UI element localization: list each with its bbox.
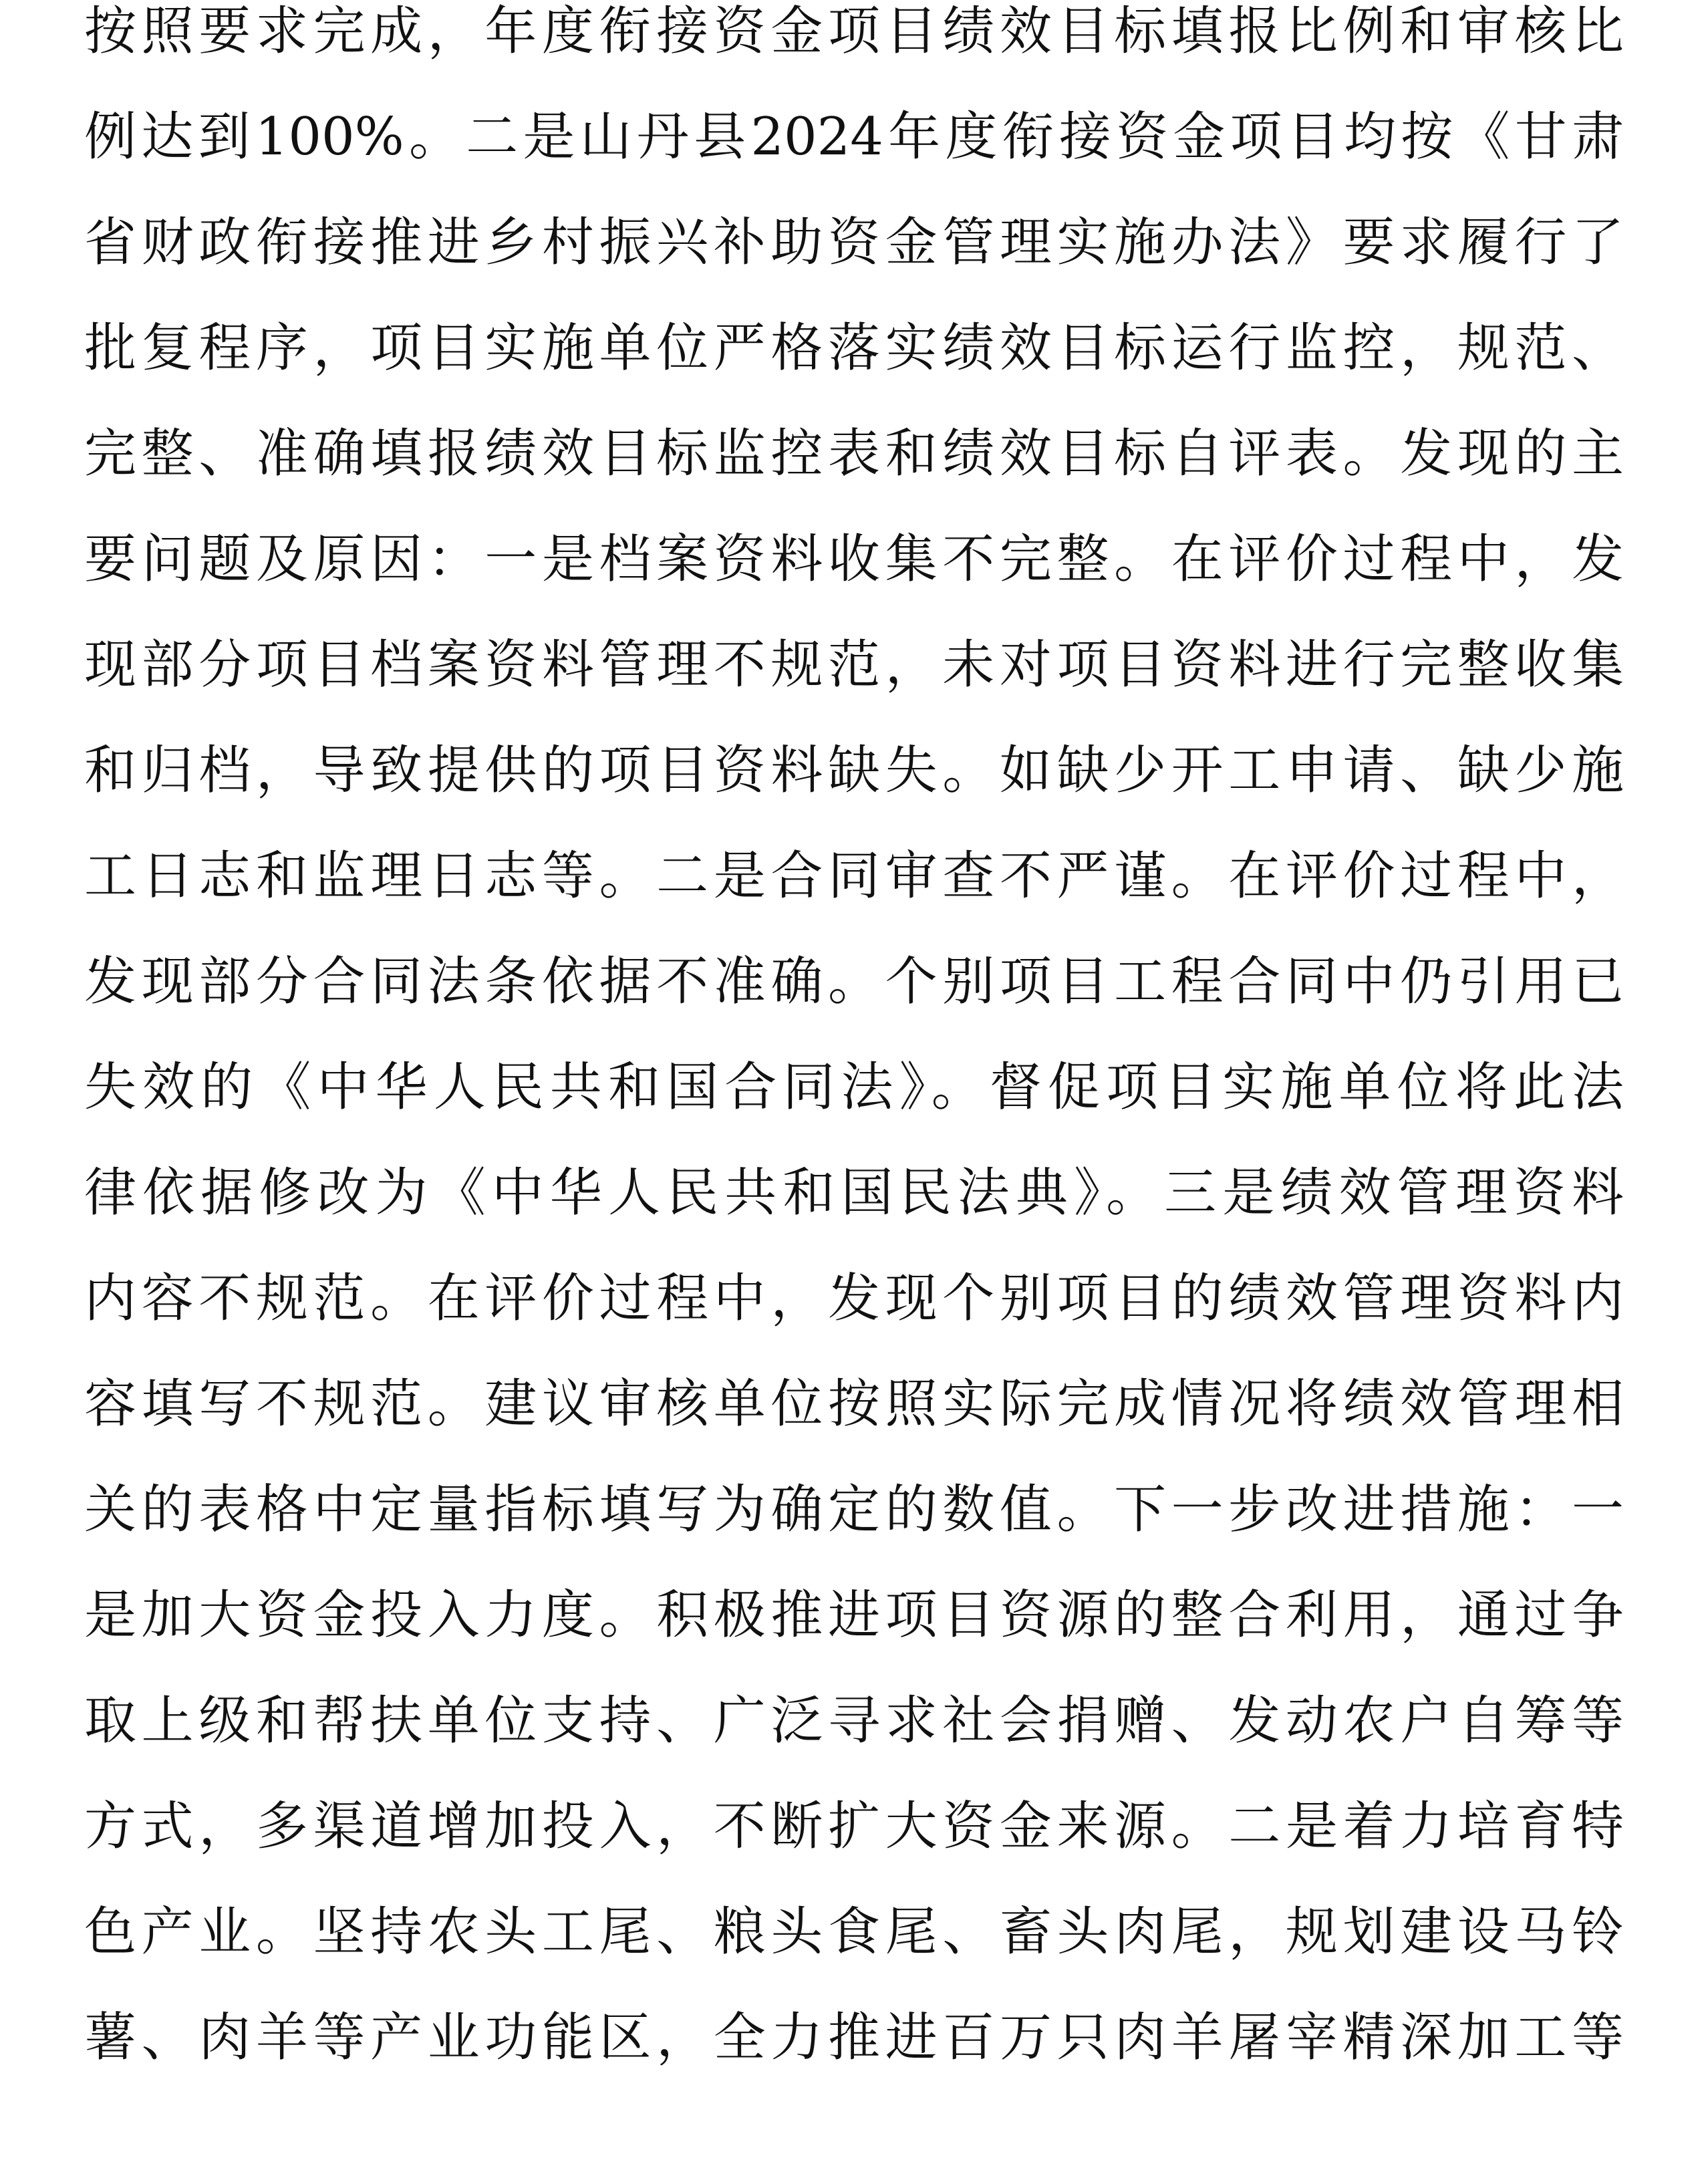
text-line-10: 发现部分合同法条依据不准确。个别项目工程合同中仍引用已 xyxy=(84,952,1624,1012)
text-line-18: 方式，多渠道增加投入，不断扩大资金来源。二是着力培育特 xyxy=(84,1796,1624,1857)
text-line-3: 省财政衔接推进乡村振兴补助资金管理实施办法》要求履行了 xyxy=(84,213,1624,273)
text-line-8: 和归档，导致提供的项目资料缺失。如缺少开工申请、缺少施 xyxy=(84,740,1624,801)
text-line-14: 容填写不规范。建议审核单位按照实际完成情况将绩效管理相 xyxy=(84,1374,1624,1434)
text-line-7: 现部分项目档案资料管理不规范，未对项目资料进行完整收集 xyxy=(84,635,1624,695)
text-line-9: 工日志和监理日志等。二是合同审查不严谨。在评价过程中， xyxy=(84,846,1624,906)
text-line-11: 失效的《中华人民共和国合同法》。督促项目实施单位将此法 xyxy=(84,1057,1624,1117)
text-line-4: 批复程序，项目实施单位严格落实绩效目标运行监控，规范、 xyxy=(84,318,1624,378)
text-line-19: 色产业。坚持农头工尾、粮头食尾、畜头肉尾，规划建设马铃 xyxy=(84,1902,1624,1962)
text-line-15: 关的表格中定量指标填写为确定的数值。下一步改进措施：一 xyxy=(84,1480,1624,1540)
text-line-5: 完整、准确填报绩效目标监控表和绩效目标自评表。发现的主 xyxy=(84,424,1624,484)
text-line-12: 律依据修改为《中华人民共和国民法典》。三是绩效管理资料 xyxy=(84,1163,1624,1223)
text-line-13: 内容不规范。在评价过程中，发现个别项目的绩效管理资料内 xyxy=(84,1268,1624,1329)
text-line-1: 按照要求完成，年度衔接资金项目绩效目标填报比例和审核比 xyxy=(84,1,1624,61)
text-line-20: 薯、肉羊等产业功能区，全力推进百万只肉羊屠宰精深加工等 xyxy=(84,2008,1624,2068)
text-line-16: 是加大资金投入力度。积极推进项目资源的整合利用，通过争 xyxy=(84,1585,1624,1645)
text-line-6: 要问题及原因：一是档案资料收集不完整。在评价过程中，发 xyxy=(84,529,1624,589)
text-line-17: 取上级和帮扶单位支持、广泛寻求社会捐赠、发动农户自筹等 xyxy=(84,1691,1624,1751)
text-line-2: 例达到100%。二是山丹县2024年度衔接资金项目均按《甘肃 xyxy=(84,107,1624,167)
